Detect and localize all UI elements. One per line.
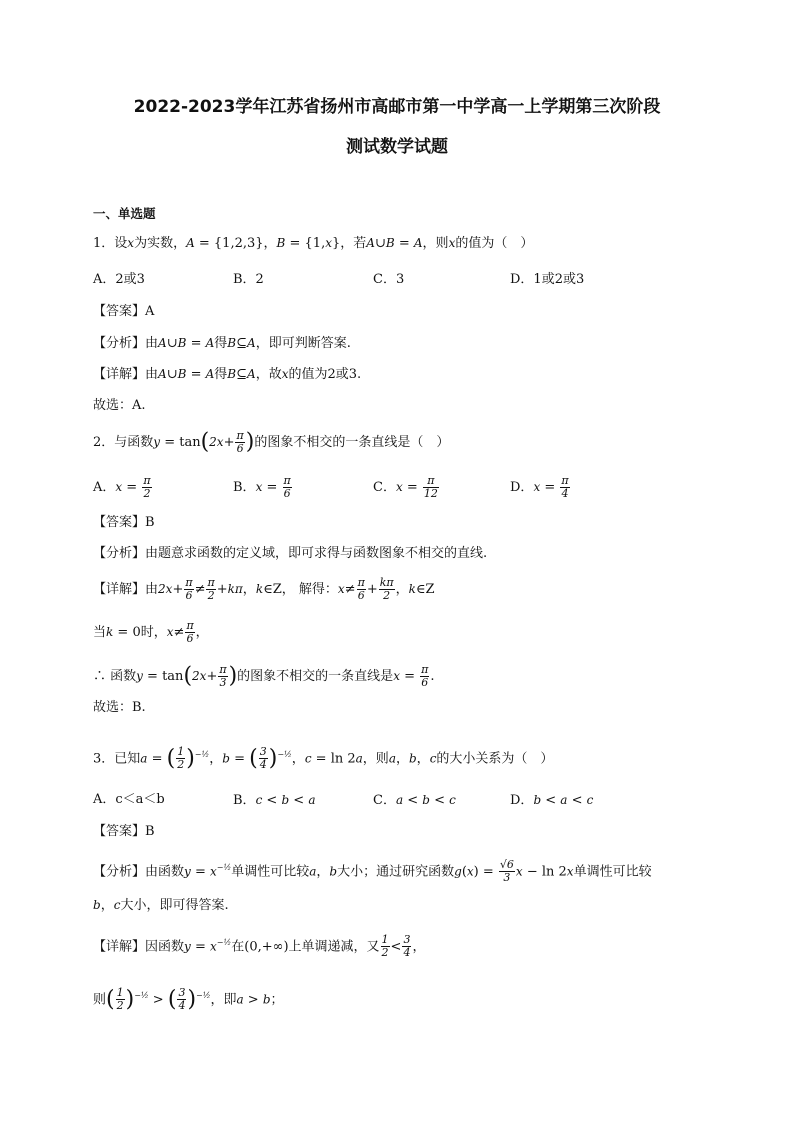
q3-option-a: A．c＜a＜b <box>93 792 165 807</box>
page-title: 2022-2023学年江苏省扬州市高邮市第一中学高一上学期第三次阶段 <box>133 97 661 117</box>
q2-when: 当k = 0时，x≠ $\frac{\pi}{6}$ ， <box>93 619 209 645</box>
q1-option-b: B．2 <box>233 272 264 287</box>
q2-analysis: 【分析】由题意求函数的定义域，即可求得与函数图象不相交的直线. <box>93 546 488 561</box>
q2-option-c: C．x = $\frac{\pi}{12}$ <box>373 474 438 500</box>
q1-option-a: A．2或3 <box>93 272 145 287</box>
page-subtitle: 测试数学试题 <box>346 137 448 157</box>
q1-analysis: 【分析】由A∪B = A得B⊆A，即可判断答案. <box>93 336 351 351</box>
q3-analysis: 【分析】由函数$y = x^{-\frac{1}{2}}$单调性可比较a，b大小；通过研究函数g(x) = $\frac{√6}{3}$ x − ln 2x单调性可比较 <box>93 858 652 885</box>
q3-analysis-cont: b，c大小，即可得答案. <box>93 898 229 913</box>
section-heading: 一、单选题 <box>93 206 156 221</box>
q2-stem: 2．与函数y = tan(2x+ $\frac{\pi}{6}$ )的图象不相交的一条直线是（ ） <box>93 429 450 455</box>
q2-option-b: B．x = $\frac{\pi}{6}$ <box>233 474 291 500</box>
q1-option-d: D．1或2或3 <box>510 272 585 287</box>
q3-option-d: D．b < a < c <box>510 793 594 808</box>
q3-then: 则( $\frac{1}{2}$ )$^{-\frac{1}{2}}$ > ( $\frac{3}{4}$ )$^{-\frac{1}{2}}$，即a > b； <box>93 986 284 1013</box>
q1-detail: 【详解】由A∪B = A得B⊆A，故x的值为2或3. <box>93 367 362 382</box>
q3-stem: 3．已知a = ( $\frac{1}{2}$ )$^{-\frac{1}{2}}$，b = ( $\frac{3}{4}$ )$^{-\frac{1}{2}}$，c = ln 2a，则a，b，c的大小关系为（ ） <box>93 745 554 772</box>
q1-answer: 【答案】A <box>93 304 155 319</box>
q1-option-c: C．3 <box>373 272 405 287</box>
q3-answer: 【答案】B <box>93 824 155 839</box>
q2-choose: 故选：B. <box>93 700 146 715</box>
q2-option-d: D．x = $\frac{\pi}{4}$ <box>510 474 569 500</box>
q2-therefore: ∴ 函数y = tan(2x+ $\frac{\pi}{3}$ )的图象不相交的一条直线是x = $\frac{\pi}{6}$ . <box>93 663 435 689</box>
q2-detail: 【详解】由2x+ $\frac{\pi}{6}$ ≠ $\frac{\pi}{2}$ +kπ，k∈Z， 解得：x≠ $\frac{\pi}{6}$ + $\frac{k\pi}{2}$ ，k∈Z <box>93 576 435 602</box>
q3-option-c: C．a < b < c <box>373 793 456 808</box>
q3-detail: 【详解】因函数$y = x^{-\frac{1}{2}}$在(0,+∞)上单调递减，又 $\frac{1}{2}$ < $\frac{3}{4}$ ， <box>93 933 426 960</box>
q2-answer: 【答案】B <box>93 515 155 530</box>
q2-option-a: A．x = $\frac{\pi}{2}$ <box>93 474 151 500</box>
q1-choose: 故选：A. <box>93 398 146 413</box>
q3-option-b: B．c < b < a <box>233 793 316 808</box>
q1-stem: 1．设x为实数，A = {1,2,3}，B = {1,x}，若A∪B = A，则x的值为（ ） <box>93 236 534 251</box>
